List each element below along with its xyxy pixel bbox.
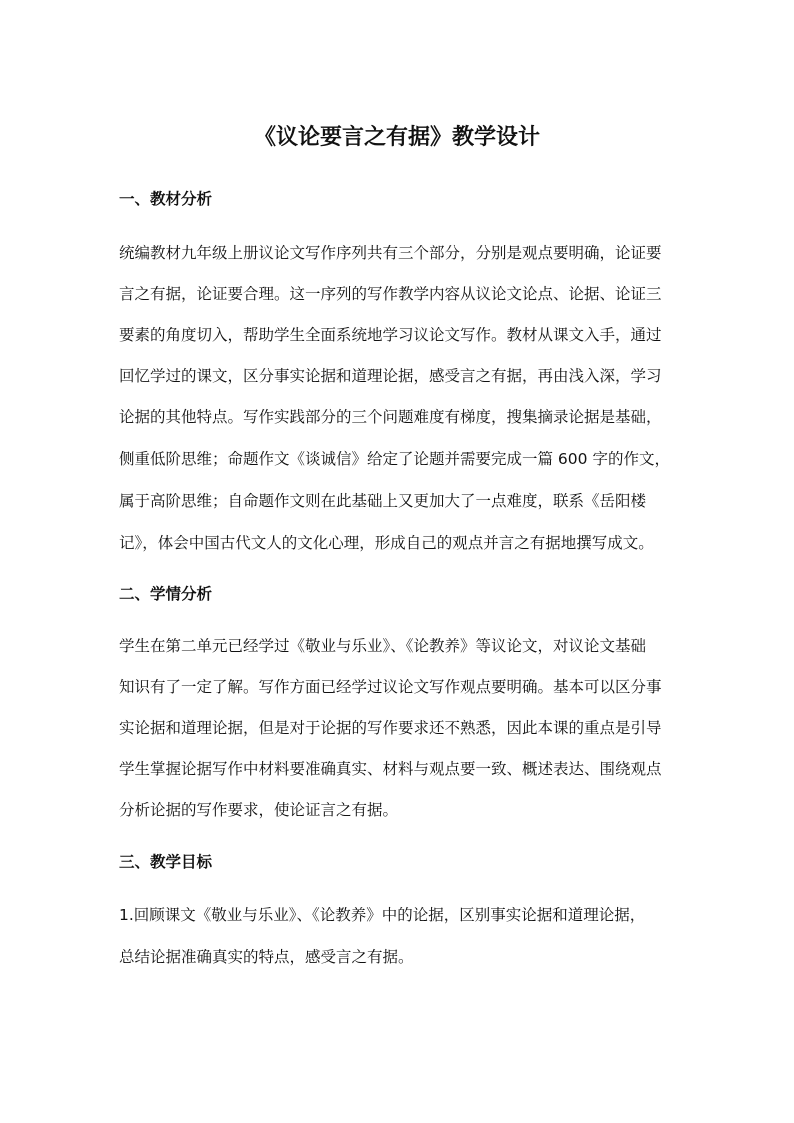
paragraph-line: 回忆学过的课文，区分事实论据和道理论据，感受言之有据，再由浅入深，学习 (119, 367, 662, 385)
paragraph-line: 论据的其他特点。写作实践部分的三个问题难度有梯度，搜集摘录论据是基础， (119, 408, 662, 426)
paragraph-line: 分析论据的写作要求，使论证言之有据。 (119, 801, 399, 819)
paragraph-line: 学生在第二单元已经学过《敬业与乐业》、《论教养》等议论文，对议论文基础 (119, 637, 647, 655)
paragraph-line: 1.回顾课文《敬业与乐业》、《论教养》中的论据，区别事实论据和道理论据， (119, 906, 646, 924)
paragraph-line: 属于高阶思维；自命题作文则在此基础上又更加大了一点难度，联系《岳阳楼 (119, 492, 647, 510)
section-heading-textbook-analysis: 一、教材分析 (119, 190, 213, 208)
section-heading-teaching-objectives: 三、教学目标 (119, 853, 213, 871)
paragraph-line: 实论据和道理论据，但是对于论据的写作要求还不熟悉，因此本课的重点是引导 (119, 719, 662, 737)
paragraph-line: 总结论据准确真实的特点，感受言之有据。 (119, 948, 414, 966)
paragraph-line: 统编教材九年级上册议论文写作序列共有三个部分，分别是观点要明确，论证要 (119, 244, 662, 262)
document-title: 《议论要言之有据》教学设计 (253, 125, 540, 150)
paragraph-line: 要素的角度切入，帮助学生全面系统地学习议论文写作。教材从课文入手，通过 (119, 326, 662, 344)
paragraph-line: 记》，体会中国古代文人的文化心理，形成自己的观点并言之有据地撰写成文。 (119, 534, 654, 552)
paragraph-line: 知识有了一定了解。写作方面已经学过议论文写作观点要明确。基本可以区分事 (119, 678, 662, 696)
section-heading-learner-analysis: 二、学情分析 (119, 585, 213, 603)
paragraph-line: 侧重低阶思维；命题作文《谈诚信》给定了论题并需要完成一篇 600 字的作文， (119, 450, 670, 468)
paragraph-line: 学生掌握论据写作中材料要准确真实、材料与观点要一致、概述表达、围绕观点 (119, 760, 662, 778)
paragraph-line: 言之有据，论证要合理。这一序列的写作教学内容从议论文论点、论据、论证三 (119, 285, 662, 303)
